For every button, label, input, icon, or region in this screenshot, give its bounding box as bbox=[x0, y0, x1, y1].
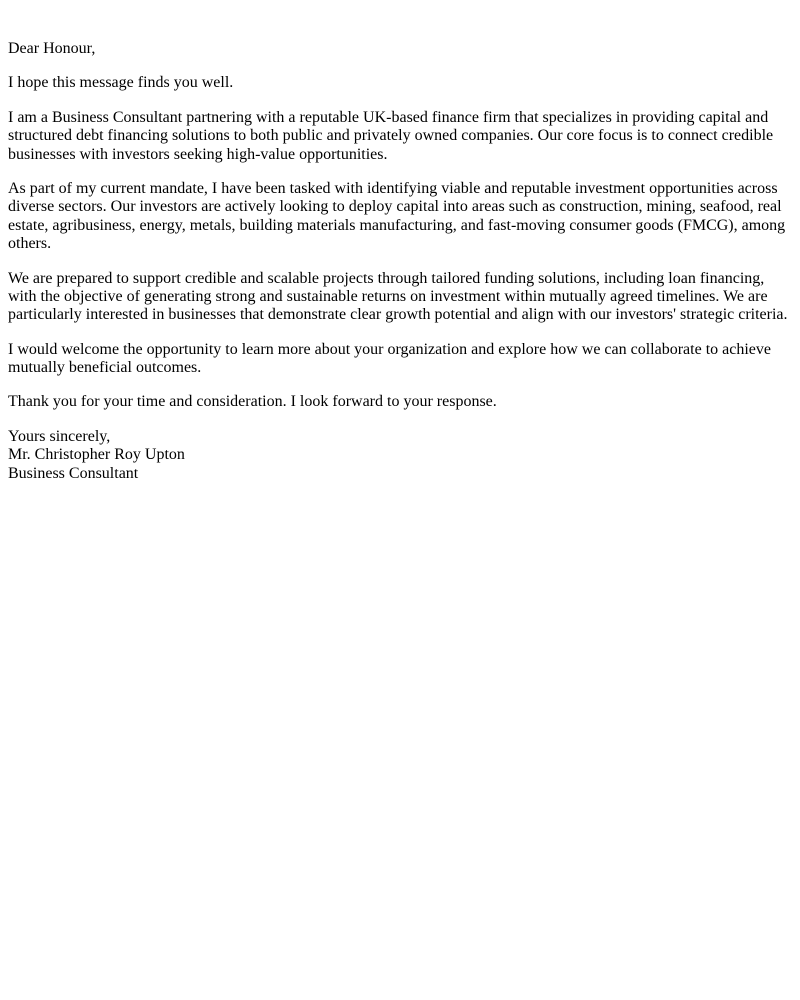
email-paragraph: Thank you for your time and consideration. I look forward to your response. bbox=[8, 393, 497, 411]
signature-closing: Yours sincerely, bbox=[8, 427, 111, 445]
email-paragraph: I am a Business Consultant partnering with a reputable UK-based finance firm that specializes in providing capital and structured debt financing solutions to both public and privately owned companies. Our core focus is to connect credible businesses with investors seeking high-value opportunities. bbox=[8, 108, 774, 163]
email-paragraph: As part of my current mandate, I have been tasked with identifying viable and reputable investment opportunities across diverse sectors. Our investors are actively looking to deploy capital into areas such as construction, mining, seafood, real estate, agribusiness, energy, metals, building materials manufacturing, and fast-moving consumer goods (FMCG), among others. bbox=[8, 179, 786, 253]
email-paragraph: We are prepared to support credible and scalable projects through tailored funding solutions, including loan financing, with the objective of generating strong and sustainable returns on investment within mutually agreed timelines. We are particularly interested in businesses that demonstrate clear growth potential and align with our investors' strategic criteria. bbox=[8, 269, 788, 324]
email-paragraph: I would welcome the opportunity to learn more about your organization and explore how we can collaborate to achieve mutually beneficial outcomes. bbox=[8, 340, 771, 377]
email-salutation: Dear Honour, bbox=[8, 40, 96, 57]
email-paragraph: I hope this message finds you well. bbox=[8, 74, 234, 92]
signature-title: Business Consultant bbox=[8, 464, 139, 482]
email-signature bbox=[8, 428, 791, 483]
signature-name: Mr. Christopher Roy Upton bbox=[8, 446, 185, 464]
